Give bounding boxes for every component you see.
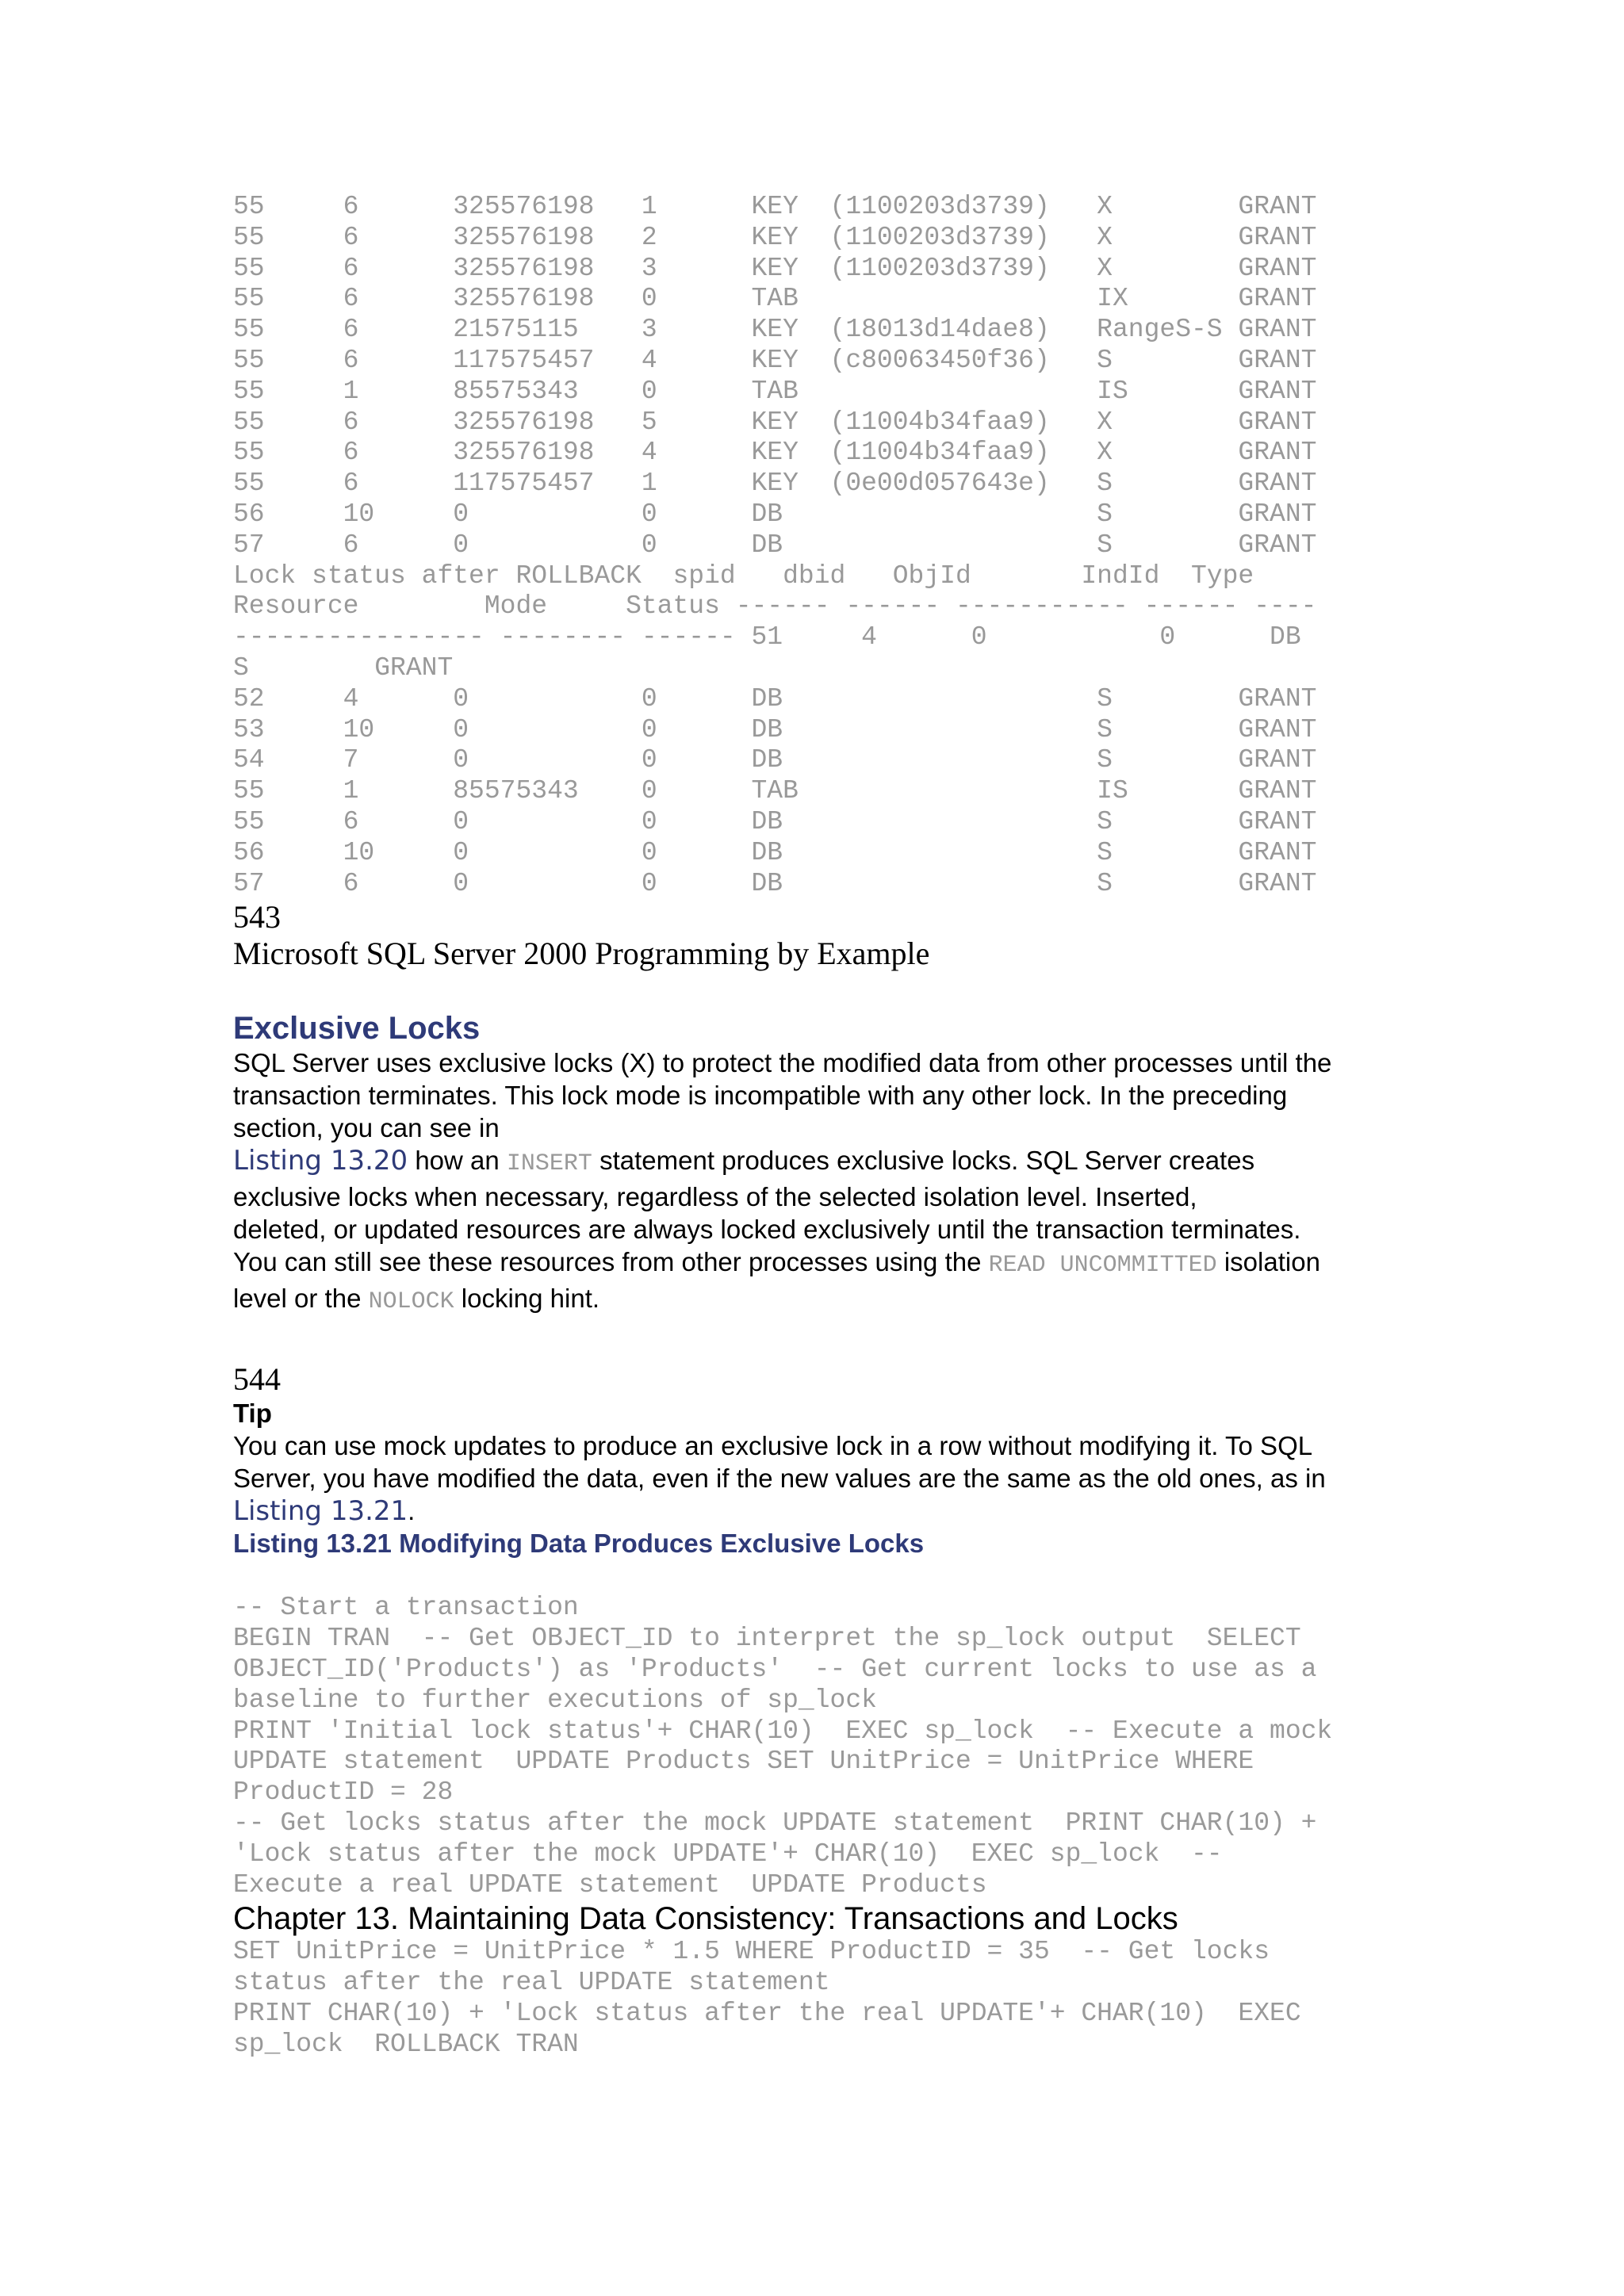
page-number: 544 — [233, 1361, 281, 1398]
page-number: 543 — [233, 899, 281, 936]
code-line: sp_lock ROLLBACK TRAN — [233, 2029, 579, 2059]
inline-code: READ UNCOMMITTED — [988, 1252, 1217, 1280]
spacer — [233, 1559, 1423, 1593]
code-line: 55 1 85575343 0 TAB IS GRANT — [233, 376, 1317, 406]
paragraph-line: section, you can see in — [233, 1113, 500, 1143]
code-line: 55 6 325576198 2 KEY (1100203d3739) X GRANT — [233, 222, 1317, 252]
code-line: -- Start a transaction — [233, 1593, 579, 1623]
document-page — [233, 192, 1423, 2060]
text-span: . — [408, 1496, 416, 1526]
body-paragraph — [233, 1047, 1423, 1318]
code-line: BEGIN TRAN -- Get OBJECT_ID to interpret the sp_lock output SELECT — [233, 1624, 1301, 1654]
text-span: how an — [408, 1146, 507, 1176]
paragraph-line — [233, 1494, 1423, 1528]
code-line: 'Lock status after the mock UPDATE'+ CHAR(10) EXEC sp_lock -- — [233, 1839, 1223, 1869]
paragraph-line — [233, 1144, 1423, 1181]
code-line: 56 10 0 0 DB S GRANT — [233, 499, 1317, 529]
code-line: baseline to further executions of sp_lock — [233, 1685, 877, 1715]
code-line: 57 6 0 0 DB S GRANT — [233, 530, 1317, 560]
listing-link[interactable]: Listing 13.20 — [233, 1145, 408, 1177]
chapter-title: Chapter 13. Maintaining Data Consistency: Transactions and Locks — [233, 1901, 1178, 1937]
paragraph-line: transaction terminates. This lock mode is incompatible with any other lock. In the preceding — [233, 1081, 1288, 1111]
code-line: S GRANT — [233, 652, 454, 683]
text-span: You can still see these resources from other processes using the — [233, 1247, 989, 1277]
code-line: 55 6 325576198 3 KEY (1100203d3739) X GRANT — [233, 253, 1317, 283]
text-span: level or the — [233, 1284, 369, 1314]
code-line: -- Get locks status after the mock UPDATE statement PRINT CHAR(10) + — [233, 1808, 1317, 1838]
listing-link[interactable]: Listing 13.21 — [233, 1495, 408, 1528]
section-heading: Exclusive Locks — [233, 1011, 481, 1047]
lock-output-block — [233, 192, 1423, 899]
text-span: isolation — [1216, 1247, 1320, 1277]
listing-caption: Listing 13.21 Modifying Data Produces Exclusive Locks — [233, 1529, 925, 1559]
inline-code: INSERT — [506, 1150, 592, 1178]
code-line: PRINT CHAR(10) + 'Lock status after the real UPDATE'+ CHAR(10) EXEC — [233, 1998, 1301, 2028]
code-line: 55 6 21575115 3 KEY (18013d14dae8) RangeS-S GRANT — [233, 315, 1317, 345]
inline-code: NOLOCK — [368, 1288, 454, 1316]
code-line: ProductID = 28 — [233, 1777, 454, 1808]
code-line: 55 6 325576198 0 TAB IX GRANT — [233, 284, 1317, 314]
code-line: 55 6 325576198 5 KEY (11004b34faa9) X GRANT — [233, 407, 1317, 437]
paragraph-line: exclusive locks when necessary, regardless of the selected isolation level. Inserted, — [233, 1182, 1197, 1212]
book-title: Microsoft SQL Server 2000 Programming by Example — [233, 936, 930, 972]
code-listing-part2 — [233, 1937, 1423, 2060]
text-span: statement produces exclusive locks. SQL Server creates — [592, 1146, 1255, 1176]
code-line: 52 4 0 0 DB S GRANT — [233, 683, 1317, 714]
code-line: OBJECT_ID('Products') as 'Products' -- Get current locks to use as a — [233, 1654, 1317, 1684]
code-line: ---------------- -------- ------ 51 4 0 0 DB — [233, 622, 1301, 652]
code-line: 55 6 325576198 4 KEY (11004b34faa9) X GRANT — [233, 438, 1317, 468]
code-line: 55 6 117575457 1 KEY (0e00d057643e) S GRANT — [233, 469, 1317, 499]
paragraph-line: You can use mock updates to produce an exclusive lock in a row without modifying it. To SQL — [233, 1431, 1313, 1461]
code-line: 53 10 0 0 DB S GRANT — [233, 714, 1317, 744]
paragraph-line: SQL Server uses exclusive locks (X) to protect the modified data from other processes until the — [233, 1048, 1332, 1078]
code-line: 55 6 0 0 DB S GRANT — [233, 806, 1317, 836]
code-line: SET UnitPrice = UnitPrice * 1.5 WHERE ProductID = 35 -- Get locks — [233, 1937, 1270, 1967]
paragraph-line: Server, you have modified the data, even if the new values are the same as the old ones, as in — [233, 1464, 1326, 1494]
code-line: Lock status after ROLLBACK spid dbid ObjId IndId Type — [233, 561, 1254, 591]
code-line: UPDATE statement UPDATE Products SET UnitPrice = UnitPrice WHERE — [233, 1747, 1254, 1777]
code-line: 55 6 325576198 1 KEY (1100203d3739) X GRANT — [233, 192, 1317, 221]
tip-paragraph — [233, 1429, 1423, 1528]
text-span: locking hint. — [454, 1284, 600, 1314]
code-line: 57 6 0 0 DB S GRANT — [233, 868, 1317, 898]
code-line: PRINT 'Initial lock status'+ CHAR(10) EXEC sp_lock -- Execute a mock — [233, 1716, 1333, 1746]
code-line: 54 7 0 0 DB S GRANT — [233, 745, 1317, 775]
paragraph-line — [233, 1246, 1423, 1282]
paragraph-line — [233, 1282, 1423, 1318]
code-line: Resource Mode Status ------ ------ ----------- ------ ---- — [233, 591, 1317, 622]
code-line: status after the real UPDATE statement — [233, 1968, 830, 1998]
code-line: Execute a real UPDATE statement UPDATE Products — [233, 1869, 987, 1900]
paragraph-line: deleted, or updated resources are always locked exclusively until the transaction terminates. — [233, 1215, 1301, 1245]
tip-label: Tip — [233, 1399, 272, 1429]
code-line: 56 10 0 0 DB S GRANT — [233, 837, 1317, 867]
code-listing-part1 — [233, 1593, 1423, 1900]
code-line: 55 6 117575457 4 KEY (c80063450f36) S GRANT — [233, 345, 1317, 375]
code-line: 55 1 85575343 0 TAB IS GRANT — [233, 776, 1317, 806]
